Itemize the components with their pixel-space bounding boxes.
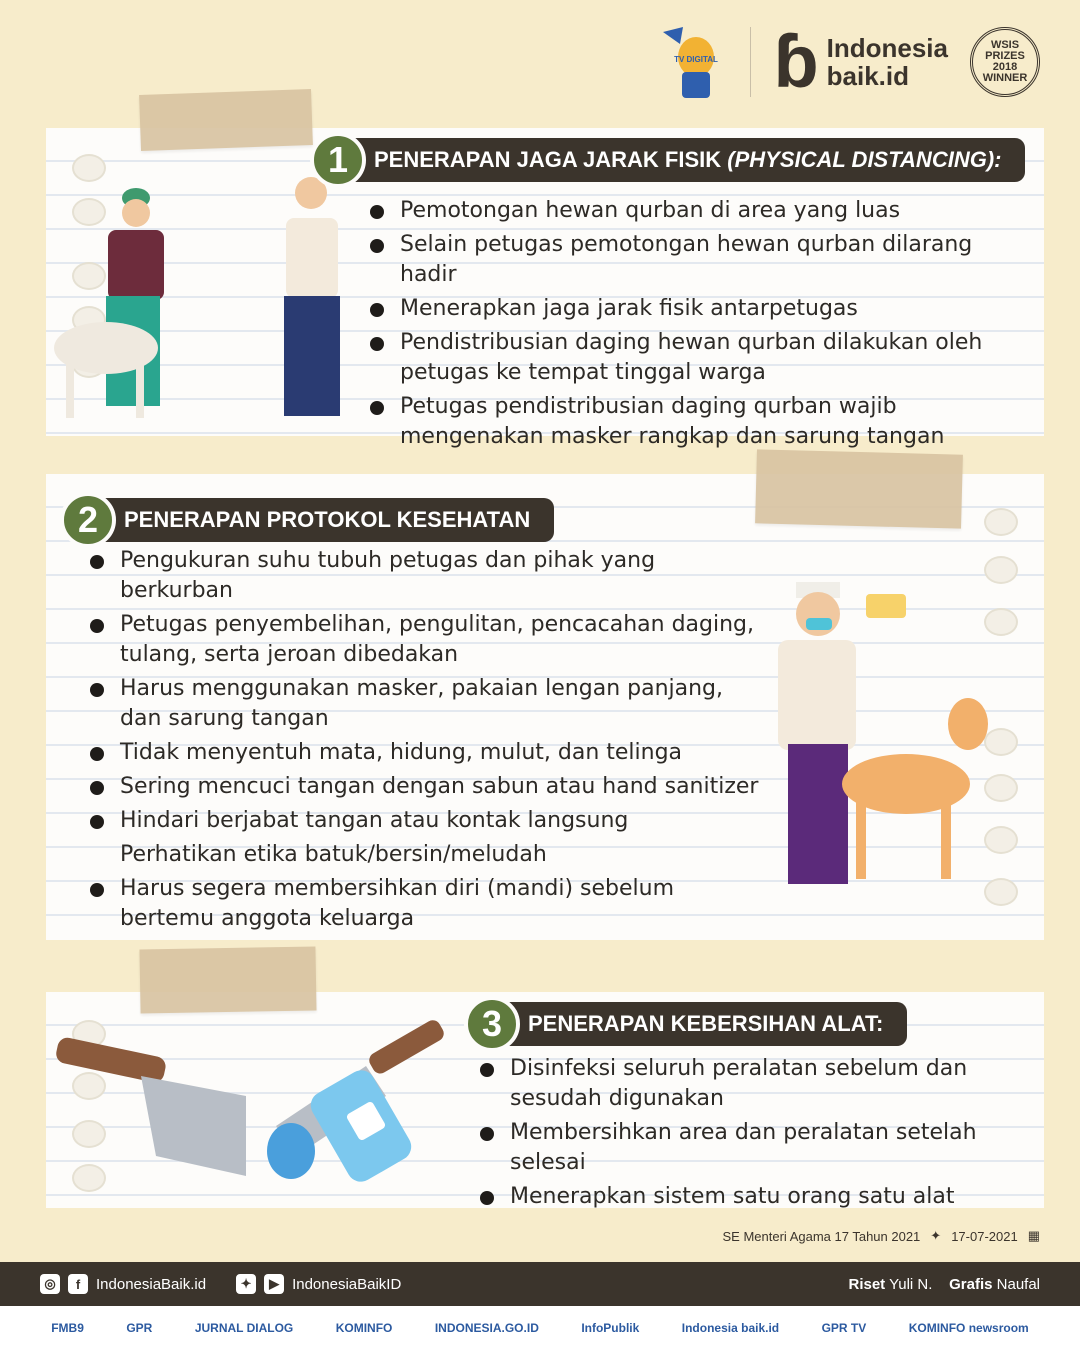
calendar-icon: ▦ <box>1027 1228 1040 1243</box>
instagram-icon[interactable]: ◎ <box>40 1274 60 1294</box>
section-1-list <box>370 196 1020 456</box>
list-item: Sering mencuci tangan dengan sabun atau hand sanitizer <box>90 772 760 802</box>
section-1-card <box>46 128 1044 449</box>
section-title-italic: (PHYSICAL DISTANCING): <box>727 147 1002 172</box>
partner-logo: GPR TV <box>821 1321 867 1335</box>
section-3-list <box>480 1054 1020 1216</box>
facebook-icon[interactable]: f <box>68 1274 88 1294</box>
ib-mark-icon: ɓ <box>773 20 819 103</box>
list-item: Petugas penyembelihan, pengulitan, pencacahan daging, tulang, serta jeroan dibedakan <box>90 610 760 670</box>
header-logos <box>658 22 1040 102</box>
section-1-header <box>310 132 1025 188</box>
section-title: PENERAPAN KEBERSIHAN ALAT: <box>490 1002 907 1046</box>
mascot-label: TV DIGITAL <box>674 55 719 64</box>
brand-line2: baik.id <box>826 61 909 91</box>
distancing-illustration <box>46 168 376 428</box>
list-item: Selain petugas pemotongan hewan qurban dilarang hadir <box>370 230 1020 290</box>
pin-icon: ✦ <box>930 1228 942 1243</box>
section-number: 2 <box>60 492 116 548</box>
partner-logo: GPR <box>126 1321 153 1335</box>
section-number: 3 <box>464 996 520 1052</box>
section-number: 1 <box>310 132 366 188</box>
tape-decoration <box>755 449 963 528</box>
list-item: Petugas pendistribusian daging qurban wajib mengenakan masker rangkap dan sarung tangan <box>370 392 1020 452</box>
social-handles <box>40 1274 401 1294</box>
wsis-line: WSIS <box>990 39 1020 51</box>
brand-line1: Indonesia <box>826 33 948 63</box>
source-text: SE Menteri Agama 17 Tahun 2021 <box>722 1228 921 1244</box>
handle-indonesiabaikid[interactable]: IndonesiaBaikID <box>292 1275 402 1293</box>
wsis-line: 2018 <box>992 61 1018 73</box>
list-item: Perhatikan etika batuk/bersin/meludah <box>120 842 547 867</box>
health-protocol-illustration <box>736 574 996 894</box>
section-title-text: PENERAPAN JAGA JARAK FISIK <box>374 147 722 172</box>
list-item: Hindari berjabat tangan atau kontak langsung <box>90 806 760 836</box>
twitter-icon[interactable]: ✦ <box>236 1274 256 1294</box>
grafis-name: Naufal <box>996 1275 1040 1293</box>
handle-indonesiabaik[interactable]: IndonesiaBaik.id <box>96 1275 207 1293</box>
list-item: Pendistribusian daging hewan qurban dilakukan oleh petugas ke tempat tinggal warga <box>370 328 1020 388</box>
indonesiabaik-logo <box>773 20 948 103</box>
list-item: Tidak menyentuh mata, hidung, mulut, dan telinga <box>90 738 760 768</box>
list-item: Harus segera membersihkan diri (mandi) sebelum bertemu anggota keluarga <box>90 874 760 934</box>
partner-logo: KOMINFO <box>335 1321 393 1335</box>
section-2-card <box>46 474 1044 940</box>
partner-logo: InfoPublik <box>581 1321 640 1335</box>
section-2-list <box>90 546 760 938</box>
wsis-line: WINNER <box>982 72 1028 84</box>
partner-logo: FMB9 <box>51 1321 84 1335</box>
list-item: Harus menggunakan masker, pakaian lengan panjang, dan sarung tangan <box>90 674 760 734</box>
section-title: PENERAPAN PROTOKOL KESEHATAN <box>86 498 554 542</box>
partner-logo: KOMINFO newsroom <box>908 1321 1029 1335</box>
partner-logos <box>0 1306 1080 1350</box>
footer-bar <box>0 1262 1080 1306</box>
list-item: Pengukuran suhu tubuh petugas dan pihak yang berkurban <box>90 546 760 606</box>
section-3-header <box>464 996 907 1052</box>
tape-decoration <box>139 89 313 151</box>
source-line <box>723 1228 1041 1244</box>
section-2-header <box>60 492 554 548</box>
partner-logo: Indonesia baik.id <box>681 1321 780 1335</box>
wsis-line: PRIZES <box>985 50 1025 62</box>
tv-digital-mascot-icon <box>658 22 728 102</box>
riset-name: Yuli N. <box>889 1275 933 1293</box>
partner-logo: INDONESIA.GO.ID <box>434 1321 539 1335</box>
wsis-badge <box>970 27 1040 97</box>
credits <box>848 1276 1040 1293</box>
binder-hole <box>984 508 1018 536</box>
section-title <box>336 138 1025 182</box>
logo-divider <box>750 27 751 97</box>
source-date: 17-07-2021 <box>951 1228 1018 1244</box>
list-item: Disinfeksi seluruh peralatan sebelum dan sesudah digunakan <box>480 1054 1020 1114</box>
list-item: Menerapkan jaga jarak fisik antarpetugas <box>370 294 1020 324</box>
section-3-card <box>46 992 1044 1208</box>
list-item: Pemotongan hewan qurban di area yang luas <box>370 196 1020 226</box>
grafis-label: Grafis <box>949 1275 993 1293</box>
list-item: Menerapkan sistem satu orang satu alat <box>480 1182 1020 1212</box>
partner-logo: JURNAL DIALOG <box>194 1321 294 1335</box>
youtube-icon[interactable]: ▶ <box>264 1274 284 1294</box>
riset-label: Riset <box>848 1275 886 1293</box>
tape-decoration <box>139 946 316 1013</box>
list-item: Membersihkan area dan peralatan setelah selesai <box>480 1118 1020 1178</box>
tools-illustration <box>46 1016 466 1196</box>
